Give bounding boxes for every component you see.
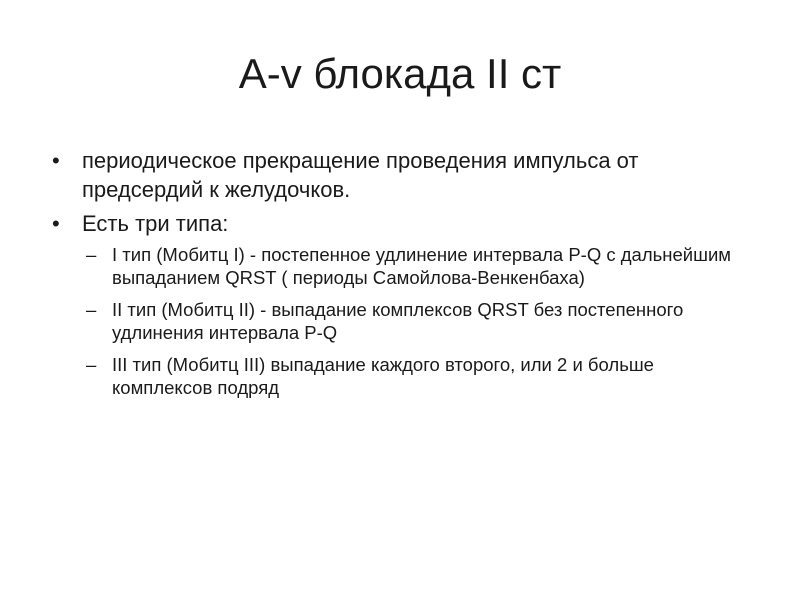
list-item <box>52 209 752 238</box>
sub-bullet-text: II тип (Мобитц II) - выпадание комплексов QRST без постепенного удлинения интервала P-Q <box>112 299 684 343</box>
sub-list-item <box>84 298 752 344</box>
bullet-marker: • <box>52 148 60 173</box>
bullet-marker: • <box>52 211 60 236</box>
sub-bullet-text: III тип (Мобитц III) выпадание каждого второго, или 2 и больше комплексов подряд <box>112 354 654 398</box>
slide-title: A-v блокада II ст <box>238 50 562 97</box>
sub-list-item <box>84 243 752 289</box>
sub-bullet-text: I тип (Мобитц I) - постепенное удлинение интервала P-Q с дальнейшим выпаданием QRST ( периоды Самойлова-Венкенбаха) <box>112 244 732 288</box>
bullet-text: периодическое прекращение проведения импульса от предсердий к желудочков. <box>82 148 639 202</box>
dash-marker: – <box>86 354 97 375</box>
dash-marker: – <box>86 244 97 265</box>
bullet-text: Есть три типа: <box>82 211 229 236</box>
list-item <box>52 146 752 204</box>
dash-marker: – <box>86 299 97 320</box>
sub-list-item <box>84 353 752 399</box>
bullet-list <box>52 146 752 408</box>
